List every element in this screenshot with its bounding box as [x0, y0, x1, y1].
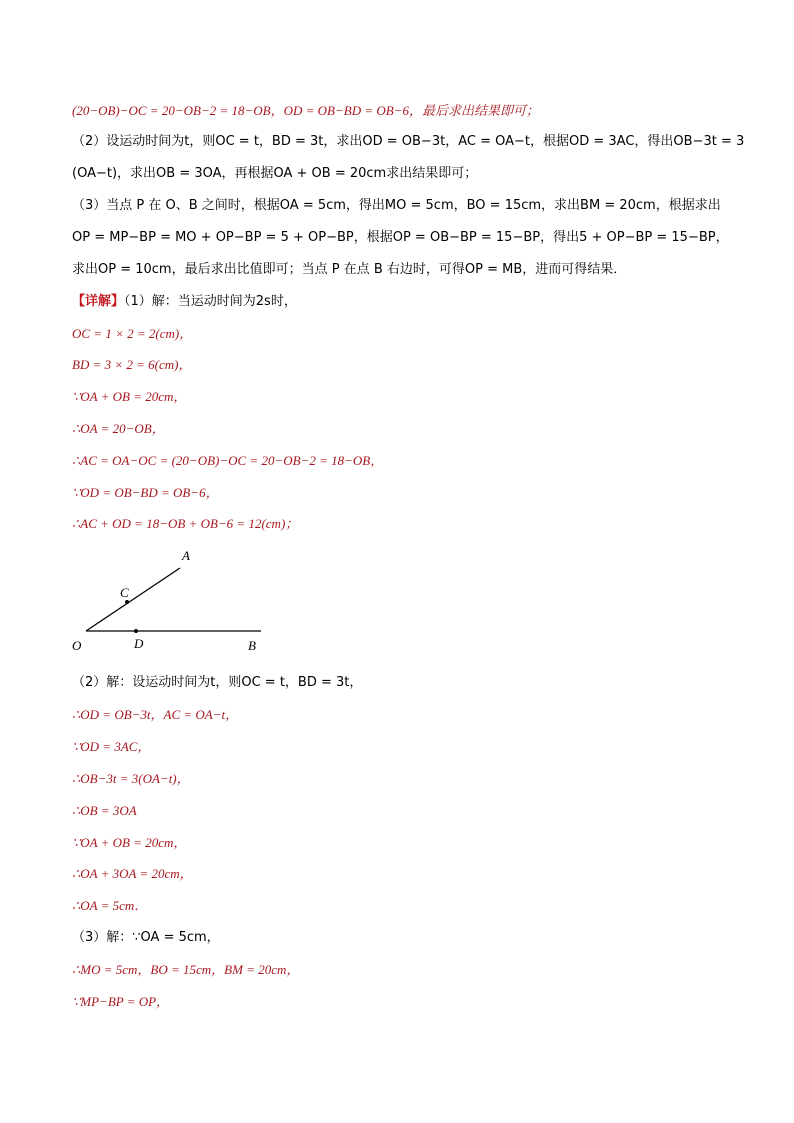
detail-step-1: OC = 1 × 2 = 2(cm)， [72, 326, 193, 341]
analysis-line-3: (OA−t)，求出OB = 3OA，再根据OA + OB = 20cm求出结果即可； [72, 166, 478, 181]
label-d: D [134, 636, 144, 651]
part2-line-4: ∴OB−3t = 3(OA−t)， [72, 771, 190, 786]
detail-step-5: ∴AC = OA−OC = (20−OB)−OC = 20−OB−2 = 18−OB， [72, 453, 384, 468]
detail-step-7: ∴AC + OD = 18−OB + OB−6 = 12(cm)； [72, 516, 299, 531]
detail-intro: （1）解：当运动时间为2s时， [124, 294, 297, 309]
detail-step-6: ∵OD = OB−BD = OB−6， [72, 485, 219, 500]
analysis-line-2: （2）设运动时间为t，则OC = t，BD = 3t，求出OD = OB−3t，AC = OA−t，根据OD = 3AC，得出OB−3t = 3 [72, 134, 745, 149]
part2-line-5: ∴OB = 3OA [72, 803, 137, 818]
label-b: B [248, 638, 256, 653]
analysis-line-4: （3）当点 P 在 O、B 之间时，根据OA = 5cm，得出MO = 5cm，BO = 15cm，求出BM = 20cm，根据求出 [72, 198, 721, 213]
part3-line-2: ∴MO = 5cm，BO = 15cm，BM = 20cm， [72, 962, 300, 977]
ray-oa [86, 568, 180, 631]
analysis-line-1: (20−OB)−OC = 20−OB−2 = 18−OB，OD = OB−BD = OB−6，最后求出结果即可； [72, 103, 539, 118]
point-c [125, 600, 129, 604]
part2-line-8: ∴OA = 5cm． [72, 898, 148, 913]
label-o: O [72, 638, 82, 653]
analysis-line-6: 求出OP = 10cm，最后求出比值即可；当点 P 在点 B 右边时，可得OP = MB，进而可得结果． [72, 262, 627, 277]
detail-heading [72, 293, 297, 311]
part2-line-1: （2）解：设运动时间为t，则OC = t，BD = 3t， [72, 675, 363, 690]
part2-line-3: ∵OD = 3AC， [72, 739, 151, 754]
part3-line-1: （3）解：∵OA = 5cm， [72, 930, 220, 945]
detail-tag: 【详解】 [72, 294, 125, 309]
analysis-line-5: OP = MP−BP = MO + OP−BP = 5 + OP−BP，根据OP = OB−BP = 15−BP，得出5 + OP−BP = 15−BP， [72, 230, 729, 245]
detail-step-4: ∴OA = 20−OB， [72, 421, 165, 436]
detail-step-3: ∵OA + OB = 20cm， [72, 389, 187, 404]
part2-line-2: ∴OD = OB−3t，AC = OA−t， [72, 707, 239, 722]
geometry-figure [68, 544, 268, 656]
point-d [134, 629, 138, 633]
part2-line-7: ∴OA + 3OA = 20cm， [72, 866, 193, 881]
label-a: A [182, 548, 190, 563]
detail-step-2: BD = 3 × 2 = 6(cm)， [72, 357, 192, 372]
part2-line-6: ∵OA + OB = 20cm， [72, 835, 187, 850]
label-c: C [120, 585, 129, 600]
part3-line-3: ∵MP−BP = OP， [72, 994, 170, 1009]
